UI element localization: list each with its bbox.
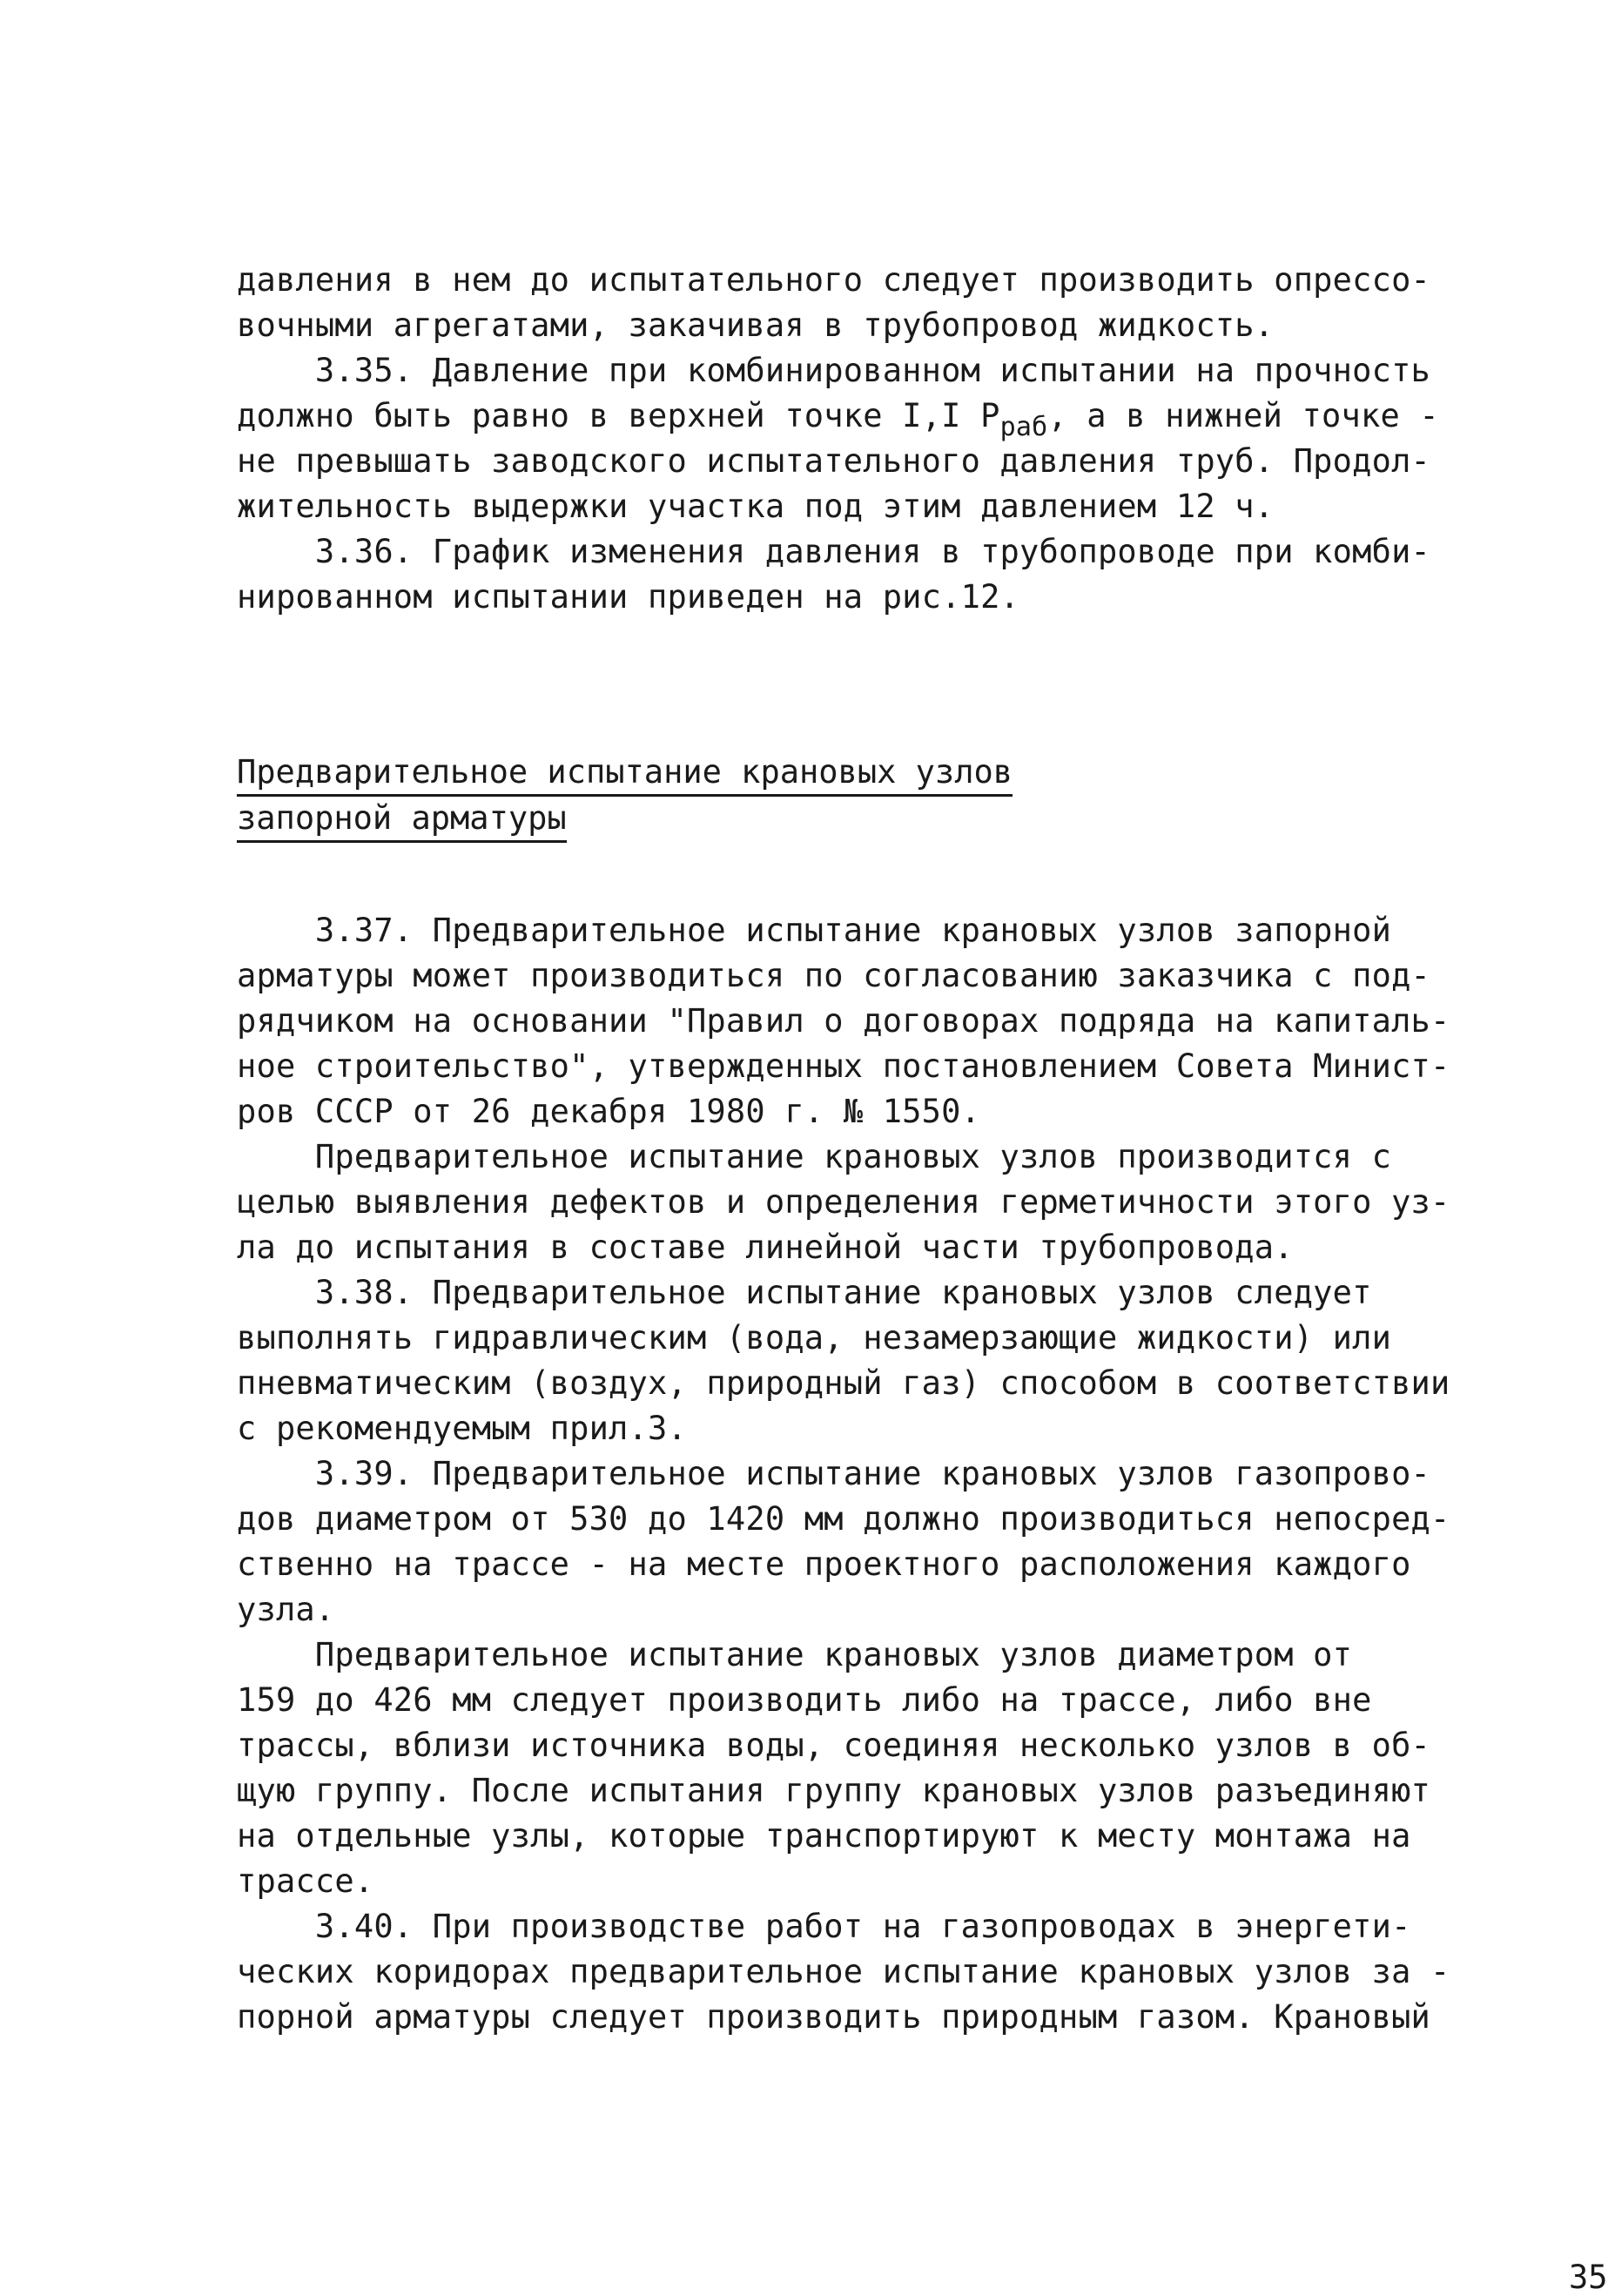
text-line: ственно на трассе - на месте проектного расположения каждого [237,1545,1411,1583]
text-line: вочными агрегатами, закачивая в трубопровод жидкость. [237,306,1275,344]
text-line: дов диаметром от 530 до 1420 мм должно производиться непосред- [237,1500,1450,1538]
text-line: давления в нем до испытательного следует производить опрессо- [237,261,1431,299]
page-number: 35 [1569,2259,1608,2296]
text-fragment: , а в нижней точке - [1047,397,1439,434]
text-line: ное строительство", утвержденных постановлением Совета Минист- [237,1047,1450,1085]
text-line: целью выявления дефектов и определения герметичности этого уз- [237,1183,1450,1221]
section-heading-line: Предварительное испытание крановых узлов [237,751,1013,797]
text-line: на отдельные узлы, которые транспортируют к месту монтажа на [237,1817,1411,1855]
text-line: 3.40. При производстве работ на газопроводах в энергети- [237,1908,1411,1945]
spacer [237,843,1377,908]
text-line: рядчиком на основании "Правил о договорах подряда на капиталь- [237,1002,1450,1040]
text-line: ческих коридорах предварительное испытание крановых узлов за - [237,1953,1450,1990]
text-line: Предварительное испытание крановых узлов диаметром от [237,1636,1353,1673]
text-line: трассы, вблизи источника воды, соединяя несколько узлов в об- [237,1727,1431,1764]
text-line: пневматическим (воздух, природный газ) способом в соответствии [237,1364,1450,1402]
subscript-text: раб [999,412,1048,442]
text-line: 3.36. График изменения давления в трубопроводе при комби- [237,533,1431,570]
paragraph-block-top [237,258,1439,620]
text-line: выполнять гидравлическим (вода, незамерзающие жидкости) или [237,1319,1392,1357]
text-line: 3.35. Давление при комбинированном испытании на прочность [237,352,1431,389]
text-line: с рекомендуемым прил.3. [237,1410,687,1447]
section-heading-line: запорной арматуры [237,797,567,843]
text-line: 3.38. Предварительное испытание крановых узлов следует [237,1274,1372,1311]
text-line: не превышать заводского испытательного давления труб. Продол- [237,442,1431,480]
text-line: 3.37. Предварительное испытание крановых узлов запорной [237,912,1392,949]
text-line: нированном испытании приведен на рис.12. [237,578,1020,616]
text-line: трассе. [237,1862,374,1900]
text-line: 159 до 426 мм следует производить либо на трассе, либо вне [237,1681,1372,1719]
text-fragment: должно быть равно в верхней точке I,I P [237,397,1000,434]
text-line: порной арматуры следует производить природным газом. Крановый [237,1998,1431,2036]
text-line: арматуры может производиться по согласованию заказчика с под- [237,957,1431,994]
spacer [237,620,1377,751]
text-line: щую группу. После испытания группу крановых узлов разъединяют [237,1772,1431,1809]
text-line: узла. [237,1591,335,1628]
document-page [237,258,1608,2296]
text-line: 3.39. Предварительное испытание крановых узлов газопрово- [237,1455,1431,1492]
section-heading [237,751,1377,843]
text-line: ров СССР от 26 декабря 1980 г. № 1550. [237,1093,981,1130]
text-line-with-subscript [237,394,1439,442]
text-line: ла до испытания в составе линейной части трубопровода. [237,1229,1294,1266]
text-line: Предварительное испытание крановых узлов производится с [237,1138,1392,1175]
text-line: жительность выдержки участка под этим давлением 12 ч. [237,488,1275,525]
paragraph-block-main [237,908,1450,2040]
